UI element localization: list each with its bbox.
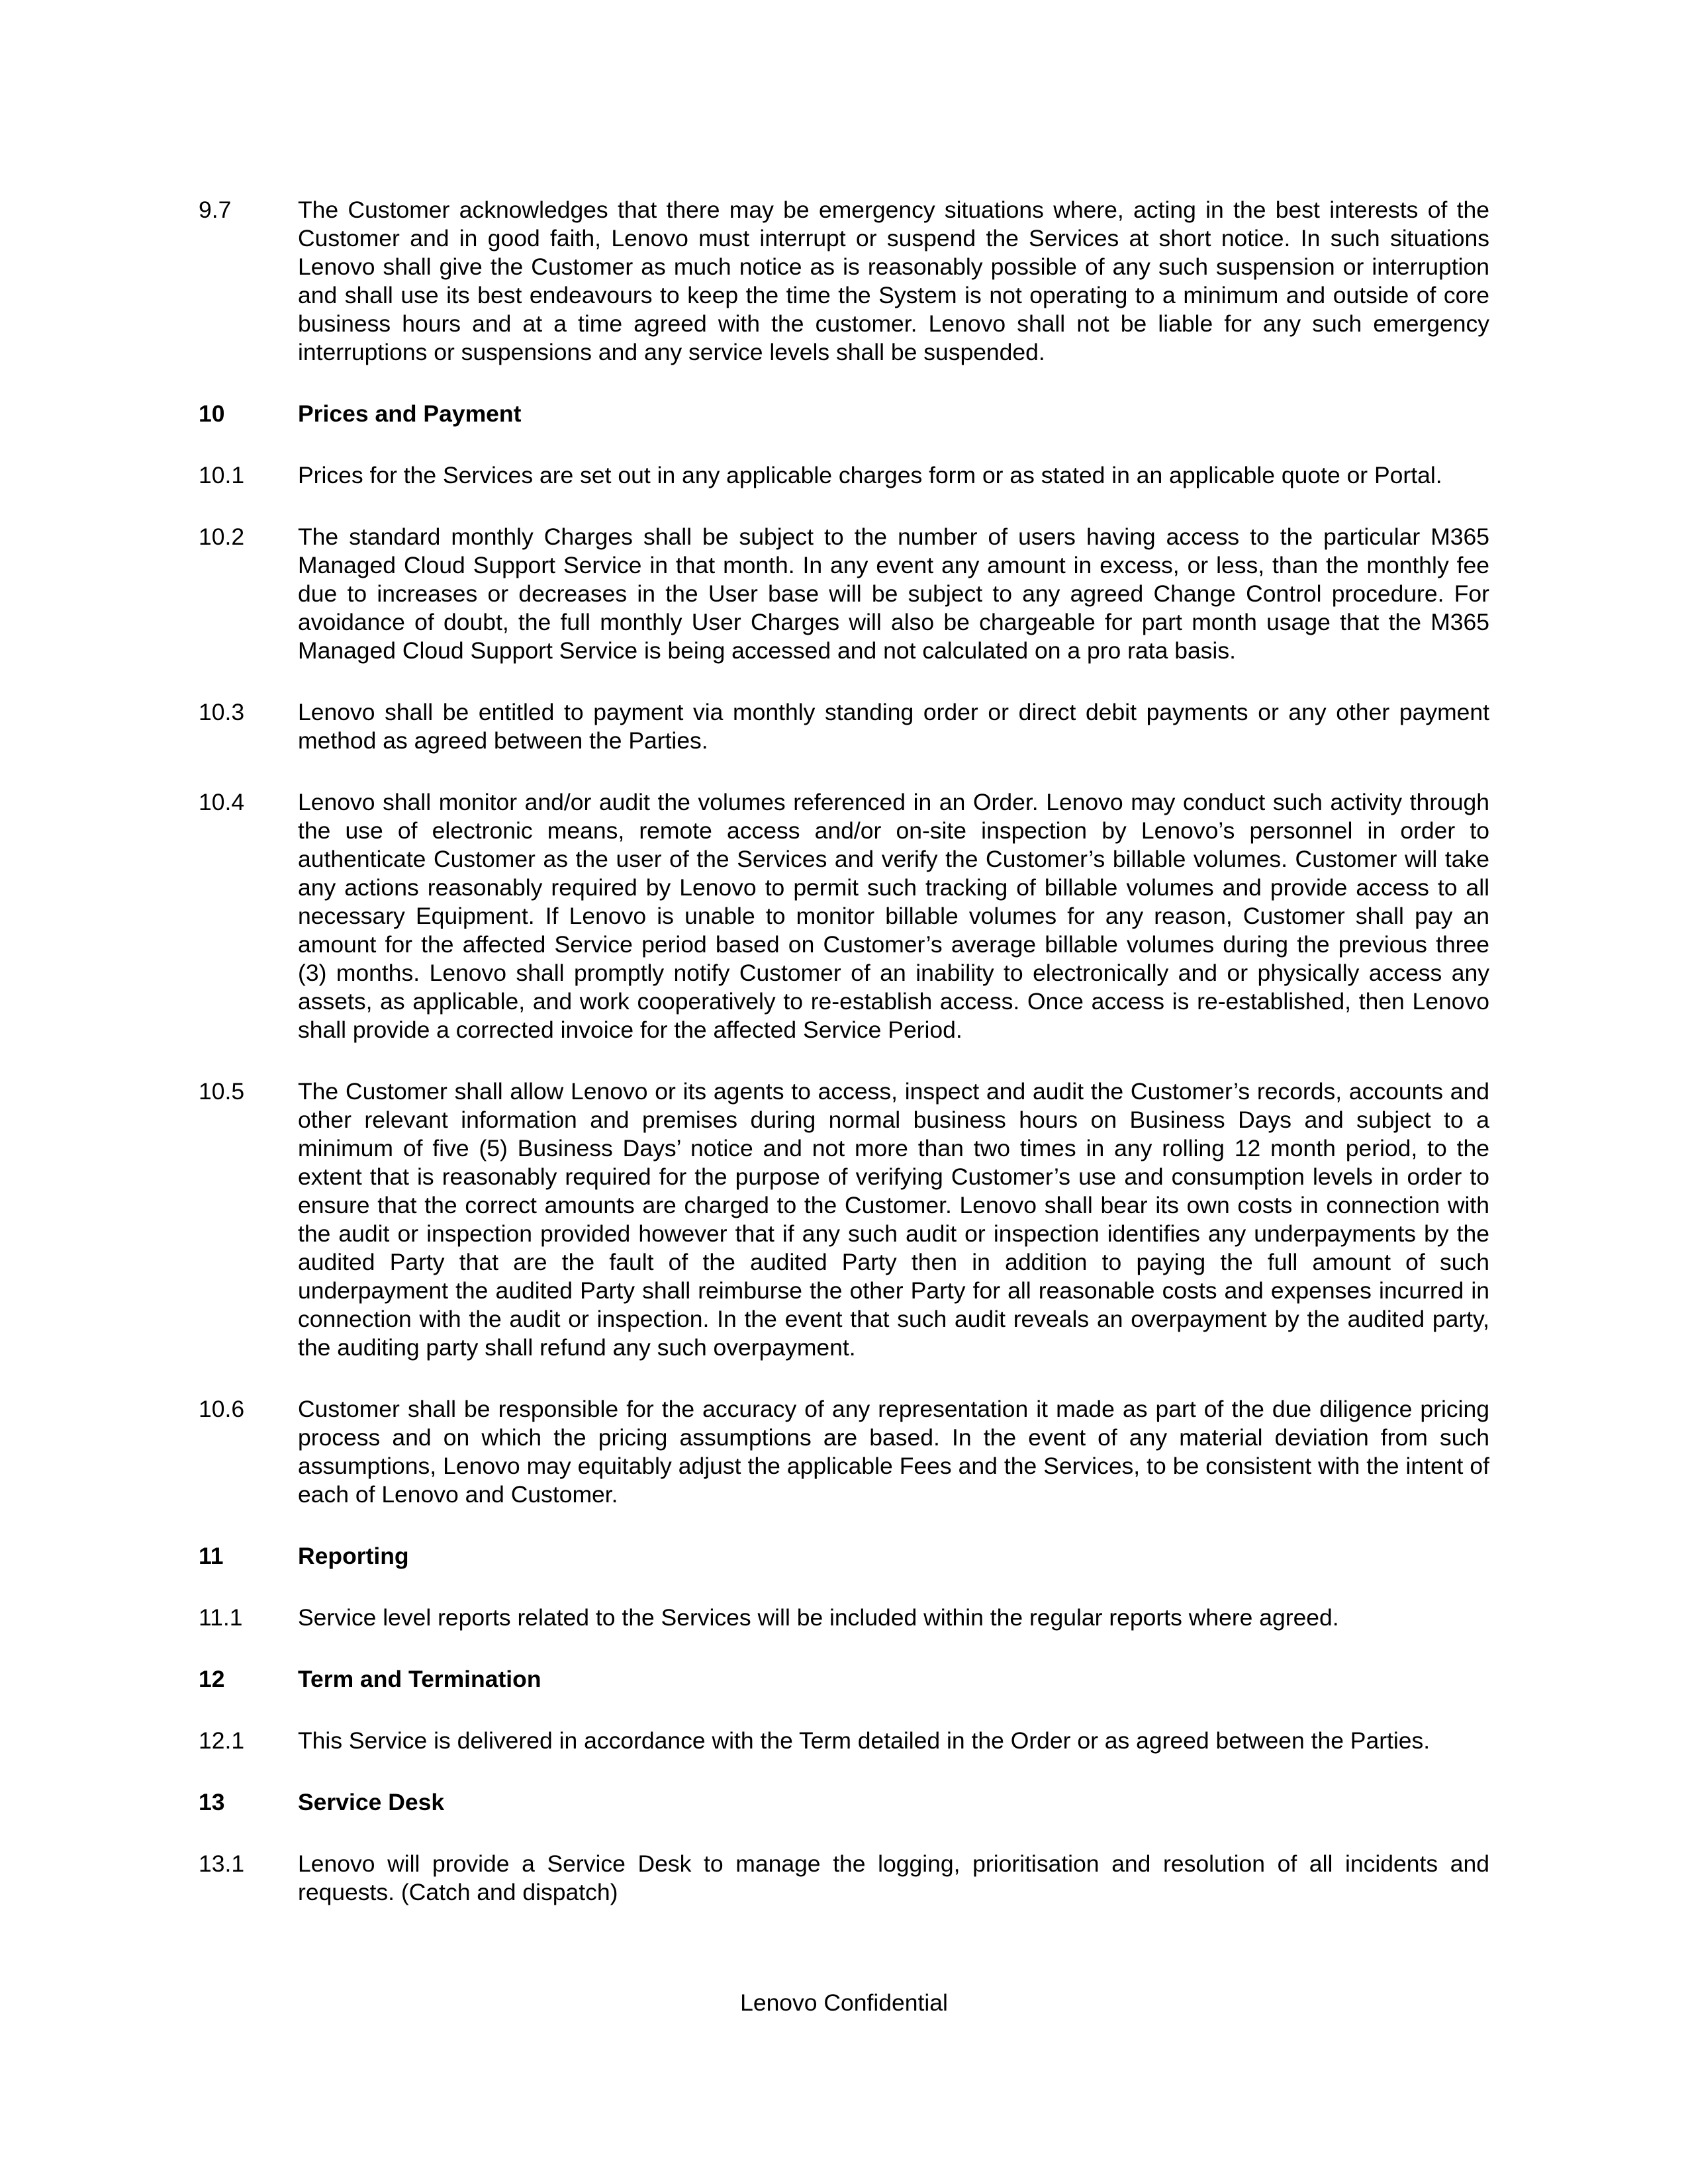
section-number: 13 [199, 1789, 225, 1815]
section-title: Prices and Payment [298, 400, 522, 427]
section-title: Term and Termination [298, 1666, 541, 1692]
clause-12-1 [199, 1727, 1489, 1755]
clause-10-3 [199, 698, 1489, 755]
section-number: 12 [199, 1666, 225, 1692]
clause-text: This Service is delivered in accordance with the Term detailed in the Order or as agreed between the Parties. [298, 1727, 1430, 1754]
clause-number: 10.3 [199, 699, 245, 725]
clause-text: The Customer shall allow Lenovo or its agents to access, inspect and audit the Customer’s records, accounts and other relevant information and premises during normal business hours on Business Days and subject to a minimum of five (5) Business Days’ notice and not more than two times in any rolling 12 month period, to the extent that is reasonably required for the purpose of verifying Customer’s use and consumption levels in order to ensure that the correct amounts are charged to the Customer. Lenovo shall bear its own costs in connection with the audit or inspection provided however that if any such audit or inspection identifies any underpayments by the audited Party that are the fault of the audited Party then in addition to paying the full amount of such underpayment the audited Party shall reimburse the other Party for all reasonable costs and expenses incurred in connection with the audit or inspection. In the event that such audit reveals an overpayment by the audited party, the auditing party shall refund any such overpayment. [298, 1078, 1489, 1361]
clause-10-4 [199, 788, 1489, 1044]
clause-number: 9.7 [199, 197, 232, 223]
clause-text: Lenovo shall monitor and/or audit the volumes referenced in an Order. Lenovo may conduct such activity through the use of electronic means, remote access and/or on-site inspection by Lenovo’s personnel in order to authenticate Customer as the user of the Services and verify the Customer’s billable volumes. Customer will take any actions reasonably required by Lenovo to permit such tracking of billable volumes and provide access to all necessary Equipment. If Lenovo is unable to monitor billable volumes for any reason, Customer shall pay an amount for the affected Service period based on Customer’s average billable volumes during the previous three (3) months. Lenovo shall promptly notify Customer of an inability to electronically and or physically access any assets, as applicable, and work cooperatively to re-establish access. Once access is re-established, then Lenovo shall provide a corrected invoice for the affected Service Period. [298, 789, 1489, 1043]
page-footer: Lenovo Confidential [740, 1989, 948, 2016]
clause-number: 13.1 [199, 1850, 245, 1877]
clause-number: 11.1 [199, 1604, 243, 1631]
clause-10-5 [199, 1077, 1489, 1362]
clause-10-6 [199, 1395, 1489, 1509]
section-number: 10 [199, 400, 225, 427]
clause-text: Customer shall be responsible for the accuracy of any representation it made as part of the due diligence pricing process and on which the pricing assumptions are based. In the event of any material deviation from such assumptions, Lenovo may equitably adjust the applicable Fees and the Services, to be consistent with the intent of each of Lenovo and Customer. [298, 1396, 1489, 1508]
clause-10-2 [199, 523, 1489, 665]
clause-number: 10.5 [199, 1078, 245, 1105]
clause-number: 10.1 [199, 462, 245, 488]
section-number: 11 [199, 1543, 224, 1569]
clause-number: 10.2 [199, 523, 245, 550]
section-heading-13 [199, 1788, 1489, 1817]
clause-11-1 [199, 1604, 1489, 1632]
clause-text: Service level reports related to the Services will be included within the regular reports where agreed. [298, 1604, 1339, 1631]
clause-text: The Customer acknowledges that there may be emergency situations where, acting in the best interests of the Customer and in good faith, Lenovo must interrupt or suspend the Services at short notice. In such situations Lenovo shall give the Customer as much notice as is reasonably possible of any such suspension or interruption and shall use its best endeavours to keep the time the System is not operating to a minimum and outside of core business hours and at a time agreed with the customer. Lenovo shall not be liable for any such emergency interruptions or suspensions and any service levels shall be suspended. [298, 197, 1489, 365]
clause-text: Lenovo shall be entitled to payment via monthly standing order or direct debit payments or any other payment method as agreed between the Parties. [298, 699, 1489, 754]
section-title: Service Desk [298, 1789, 445, 1815]
section-heading-12 [199, 1665, 1489, 1694]
clause-number: 10.4 [199, 789, 245, 815]
clause-13-1 [199, 1850, 1489, 1907]
clause-number: 10.6 [199, 1396, 245, 1422]
clause-text: Prices for the Services are set out in any applicable charges form or as stated in an applicable quote or Portal. [298, 462, 1442, 488]
section-heading-11 [199, 1542, 1489, 1570]
clause-text: The standard monthly Charges shall be subject to the number of users having access to the particular M365 Managed Cloud Support Service in that month. In any event any amount in excess, or less, than the monthly fee due to increases or decreases in the User base will be subject to any agreed Change Control procedure. For avoidance of doubt, the full monthly User Charges will also be chargeable for part month usage that the M365 Managed Cloud Support Service is being accessed and not calculated on a pro rata basis. [298, 523, 1489, 664]
clause-10-1 [199, 461, 1489, 490]
clause-9-7 [199, 196, 1489, 367]
document-body [199, 196, 1489, 1907]
section-heading-10 [199, 400, 1489, 428]
clause-text: Lenovo will provide a Service Desk to manage the logging, prioritisation and resolution of all incidents and requests. (Catch and dispatch) [298, 1850, 1489, 1905]
clause-number: 12.1 [199, 1727, 245, 1754]
section-title: Reporting [298, 1543, 409, 1569]
